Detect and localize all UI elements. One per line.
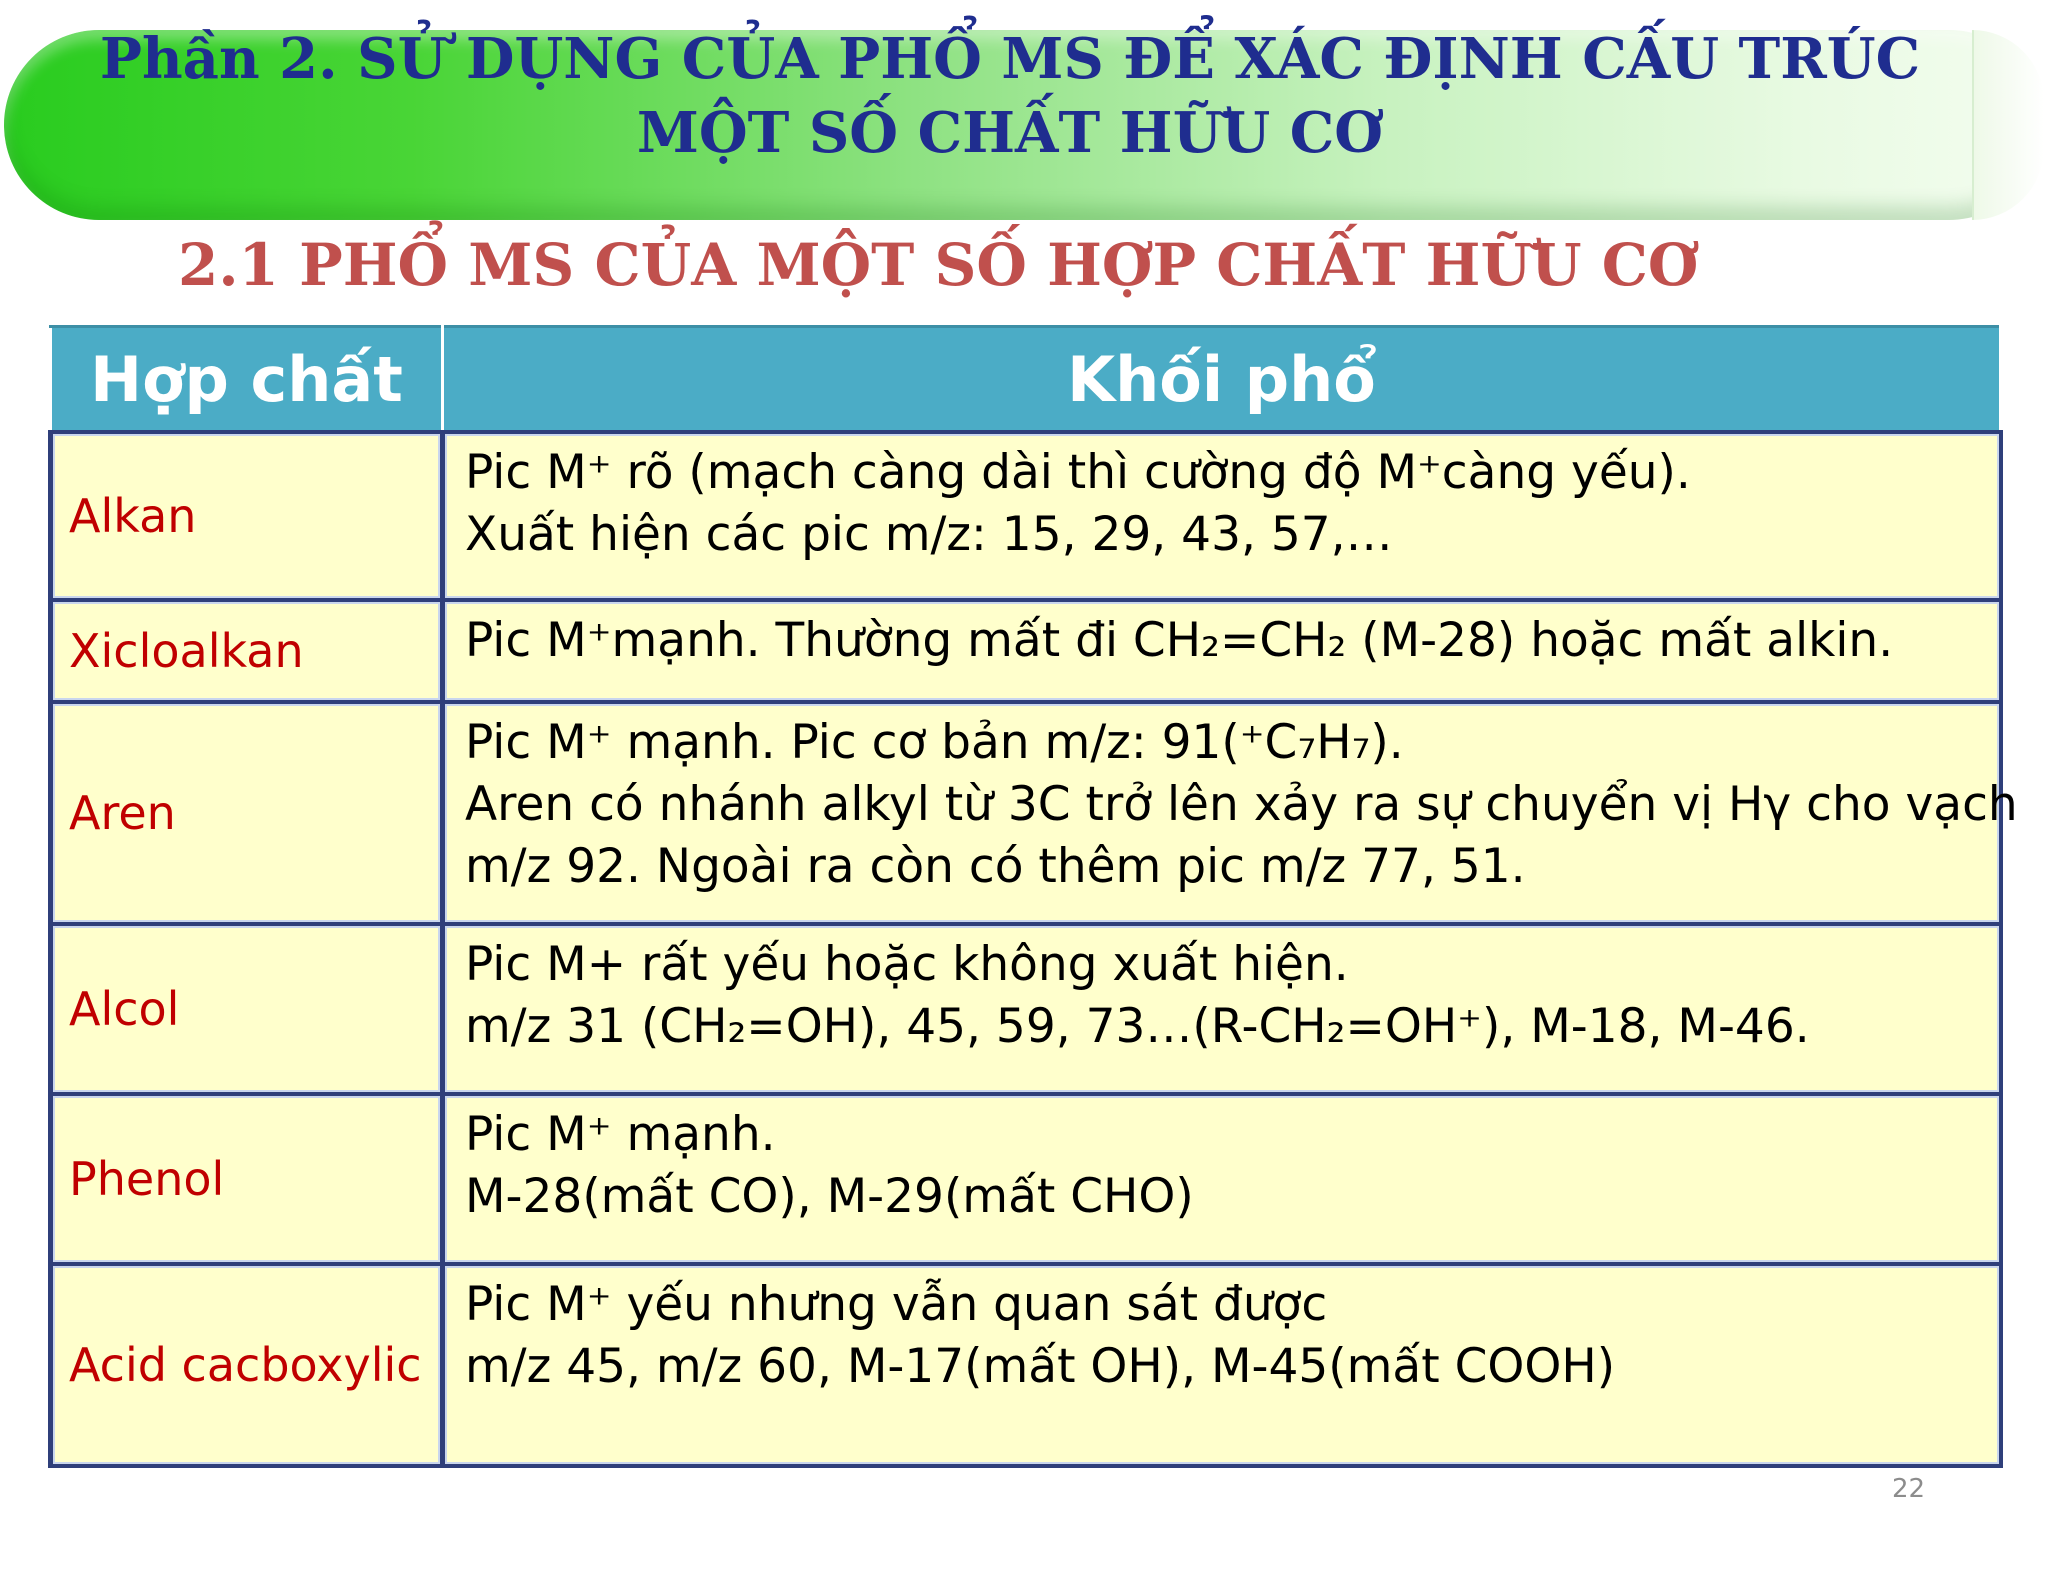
ms-spectra-table <box>48 325 2018 1468</box>
table-row <box>51 432 2001 600</box>
table-row <box>51 924 2001 1094</box>
description-line: Pic M⁺ yếu nhưng vẫn quan sát được <box>465 1277 1328 1332</box>
description-line: m/z 31 (CH₂=OH), 45, 59, 73…(R-CH₂=OH⁺), M-18, M-46. <box>465 999 1810 1054</box>
table-row <box>51 600 2001 702</box>
header-compound: Hợp chất <box>51 327 443 433</box>
description-line: m/z 45, m/z 60, M-17(mất OH), M-45(mất COOH) <box>465 1339 1616 1394</box>
table-row <box>51 1094 2001 1264</box>
spectrum-description <box>443 702 2018 924</box>
title-banner-cap <box>1972 30 2044 220</box>
compound-name: Phenol <box>51 1094 443 1264</box>
table-row <box>51 702 2001 924</box>
slide-title <box>40 22 1980 170</box>
description-line: Pic M⁺mạnh. Thường mất đi CH₂=CH₂ (M-28) hoặc mất alkin. <box>465 613 1894 668</box>
section-subtitle: 2.1 PHỔ MS CỦA MỘT SỐ HỢP CHẤT HỮU CƠ <box>178 231 1699 299</box>
header-mass-spectrum: Khối phổ <box>443 327 2001 433</box>
description-line: Pic M⁺ rõ (mạch càng dài thì cường độ M⁺càng yếu). <box>465 445 1691 500</box>
description-line: Aren có nhánh alkyl từ 3C trở lên xảy ra sự chuyển vị Hγ cho vạch <box>465 777 2018 832</box>
compound-name: Alkan <box>51 432 443 600</box>
compound-name: Alcol <box>51 924 443 1094</box>
description-line: Pic M⁺ mạnh. <box>465 1107 776 1162</box>
compound-name: Xicloalkan <box>51 600 443 702</box>
slide-title-line-1: Phần 2. SỬ DỤNG CỦA PHỔ MS ĐỂ XÁC ĐỊNH CẤU TRÚC <box>99 26 1921 92</box>
slide-title-line-2: MỘT SỐ CHẤT HỮU CƠ <box>636 100 1384 166</box>
description-line: Pic M⁺ mạnh. Pic cơ bản m/z: 91(⁺C₇H₇). <box>465 715 1404 770</box>
description-line: m/z 92. Ngoài ra còn có thêm pic m/z 77, 51. <box>465 839 1526 894</box>
description-line: Pic M+ rất yếu hoặc không xuất hiện. <box>465 937 1349 992</box>
description-line: M-28(mất CO), M-29(mất CHO) <box>465 1169 1194 1224</box>
spectrum-description <box>443 1094 2001 1264</box>
compound-name: Acid cacboxylic <box>51 1264 443 1466</box>
spectrum-description <box>443 1264 2001 1466</box>
page-number: 22 <box>1892 1474 1926 1504</box>
spectrum-description <box>443 600 2001 702</box>
spectrum-description <box>443 432 2001 600</box>
table-row <box>51 1264 2001 1466</box>
description-line: Xuất hiện các pic m/z: 15, 29, 43, 57,… <box>465 507 1393 562</box>
compound-name: Aren <box>51 702 443 924</box>
table-header-row <box>51 327 2001 433</box>
spectrum-description <box>443 924 2001 1094</box>
